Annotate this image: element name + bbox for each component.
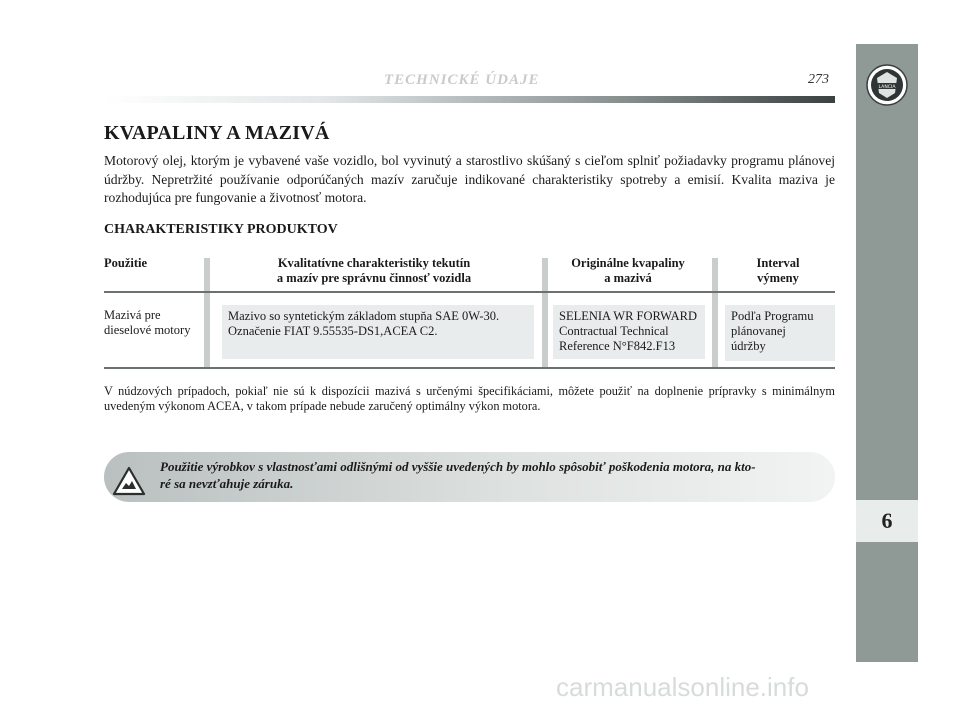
logo-lettering: LANCIA — [878, 85, 896, 90]
column-header-use-label: Použitie — [104, 256, 148, 270]
chapter-number[interactable]: 6 — [856, 500, 918, 542]
cell-quality-line2: Označenie FIAT 9.55535-DS1,ACEA C2. — [228, 324, 438, 338]
intro-paragraph: Motorový olej, ktorým je vybavené vaše vozidlo, bol vyvinutý a starostlivo skúšaný s cieľom splniť požiadavky programu plánovej údržby. Nepretržité používanie odporúčaných mazív zaručuje indikované charakteristiky spotreby a emisií. Kvalita maziva je rozhodujúca pre fungovanie a životnosť motora. — [104, 153, 835, 205]
cell-use-line2: dieselové motory — [104, 323, 191, 337]
column-header-fluids-line2: a mazivá — [604, 271, 652, 285]
cell-use-line1: Mazivá pre — [104, 308, 161, 322]
header-rule — [104, 96, 835, 103]
chapter-side-tab — [856, 44, 918, 662]
warning-text-line2: ré sa nevzťahuje záruka. — [160, 476, 294, 491]
cell-fluids — [553, 305, 705, 359]
cell-interval-line1: Podľa Programu — [731, 309, 814, 323]
page-title: KVAPALINY A MAZIVÁ — [104, 122, 330, 144]
running-header-title: TECHNICKÉ ÚDAJE — [384, 72, 540, 88]
lancia-logo-icon — [866, 64, 908, 106]
column-header-interval-line1: Interval — [756, 256, 800, 270]
cell-use — [104, 308, 202, 338]
table-bottom-rule — [104, 367, 835, 369]
column-header-interval-line2: výmeny — [757, 271, 799, 285]
column-header-fluids — [548, 256, 708, 286]
column-header-quality-line1: Kvalitatívne charakteristiky tekutín — [277, 256, 471, 270]
cell-fluids-line1: SELENIA WR FORWARD — [559, 309, 697, 323]
cell-fluids-line3: Reference N°F842.F13 — [559, 339, 676, 353]
column-header-use — [104, 256, 147, 271]
watermark: carmanualsonline.info — [556, 672, 809, 702]
warning-triangle-icon — [112, 466, 146, 496]
cell-interval-line3: údržby — [731, 339, 766, 353]
table-header-rule — [104, 291, 835, 293]
cell-interval-line2: plánovanej — [731, 324, 786, 338]
warning-text — [160, 458, 824, 492]
column-header-interval — [722, 256, 834, 286]
column-header-quality-line2: a mazív pre správnu činnosť vozidla — [276, 271, 472, 285]
page-number: 273 — [808, 72, 829, 87]
cell-interval — [725, 305, 835, 361]
column-header-quality — [214, 256, 534, 286]
cell-quality — [222, 305, 534, 359]
warning-text-line1: Použitie výrobkov s vlastnosťami odlišnými od vyššie uvedených by mohlo spôsobiť poškodenia motora, na kto- — [160, 459, 756, 474]
section-heading: CHARAKTERISTIKY PRODUKTOV — [104, 222, 338, 237]
column-header-fluids-line1: Originálne kvapaliny — [571, 256, 685, 270]
column-separator — [712, 258, 718, 368]
cell-quality-line1: Mazivo so syntetickým základom stupňa SAE 0W-30. — [228, 309, 500, 323]
emergency-note: V núdzových prípadoch, pokiaľ nie sú k dispozícii mazivá s určenými špecifikáciami, môžete použiť na doplnenie prípravky s minimálnym uvedeným výkonom ACEA, v takom prípade nebude zaručený optimálny výkon motora. — [104, 384, 835, 413]
column-separator — [204, 258, 210, 368]
column-separator — [542, 258, 548, 368]
cell-fluids-line2: Contractual Technical — [559, 324, 669, 338]
